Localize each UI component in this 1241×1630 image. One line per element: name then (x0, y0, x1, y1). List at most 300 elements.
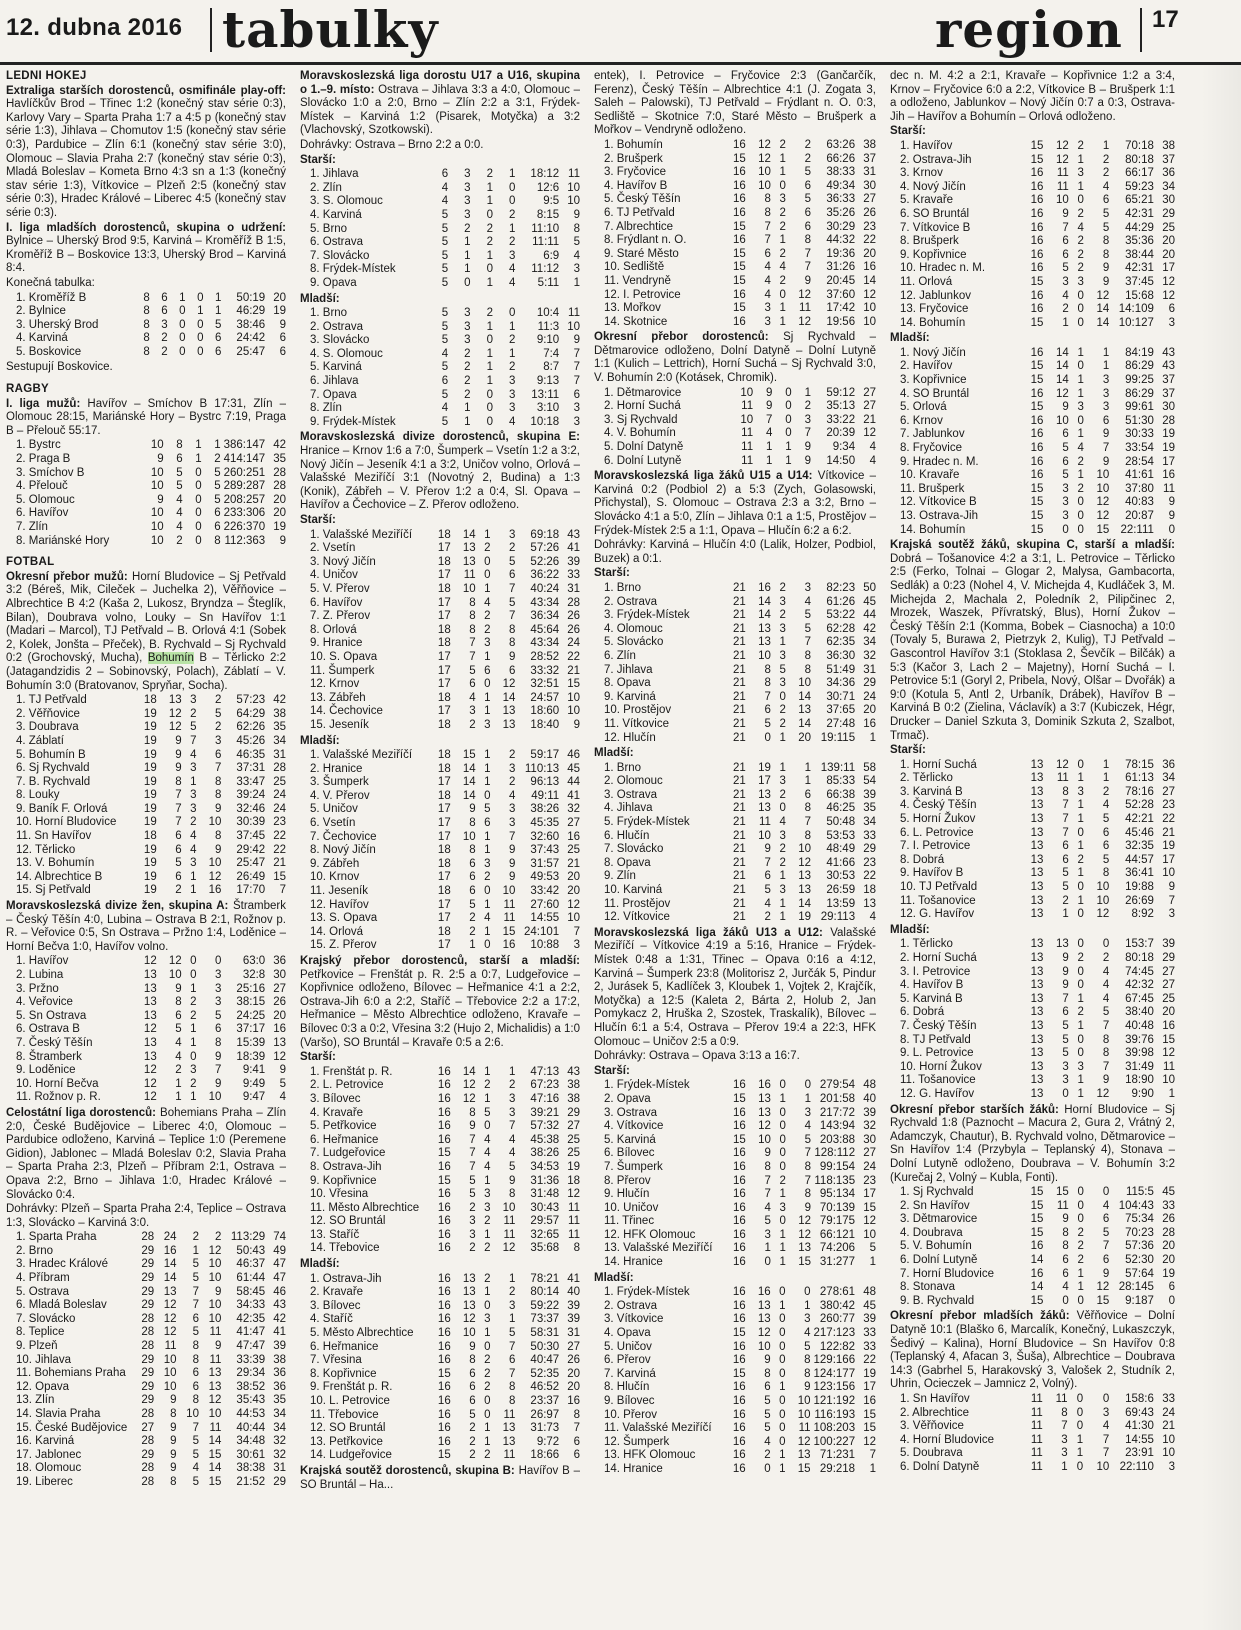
draws: 5 (779, 663, 786, 676)
draws: 2 (1077, 482, 1084, 495)
team-name: 9. Karviná (604, 690, 656, 703)
score: 39:24 (236, 789, 266, 802)
games-played: 28 (141, 1462, 155, 1475)
games-played: 16 (733, 1174, 746, 1187)
draws: 0 (779, 1160, 786, 1173)
games-played: 13 (1030, 799, 1044, 812)
article-divize-zen (6, 900, 286, 954)
games-played: 16 (1030, 167, 1044, 180)
score: 36:41 (1125, 867, 1154, 880)
points: 37 (1162, 374, 1175, 387)
team-name: 7. Karviná (604, 1367, 656, 1380)
team-name: 2. Bylnice (16, 305, 66, 318)
wins: 9 (764, 1147, 771, 1160)
team-name: 15. Z. Přerov (310, 939, 377, 952)
losses: 9 (509, 844, 516, 857)
games-played: 16 (733, 179, 746, 192)
table-row (594, 704, 876, 718)
losses: 1 (197, 305, 204, 318)
wins: 6 (1062, 1267, 1069, 1280)
team-name: 6. Heřmanice (310, 1133, 379, 1146)
score: 50:48 (826, 816, 856, 829)
losses: 11 (209, 1421, 222, 1434)
draws: 5 (190, 721, 197, 734)
losses: 12 (1096, 1087, 1110, 1100)
wins: 1 (464, 236, 471, 249)
points: 26 (567, 1354, 580, 1367)
points: 3 (1168, 1460, 1175, 1473)
draws: 7 (192, 1421, 199, 1434)
score: 67:45 (1125, 992, 1154, 1005)
games-played: 15 (1030, 1213, 1044, 1226)
table-row (594, 1341, 876, 1355)
team-name: 3. Fryčovice (604, 166, 666, 179)
games-played: 28 (141, 1340, 155, 1353)
losses: 5 (804, 1133, 811, 1146)
table-row (890, 1047, 1175, 1061)
article-continued: dec n. M. 4:2 a 2:1, Kravaře – Kopřivnice 1:2 a 3:4, Krnov – Fryčovice 6:0 a 2:2, Vítkovice B – Brušperk 1:1 a odloženo, Jablunkov – Nový Jičín 0:7 a 0:3, Ostrava-Jih – Havířov a Bohumín – Orlová odloženo. (890, 70, 1175, 123)
draws: 3 (779, 677, 786, 690)
games-played: 13 (1030, 965, 1044, 978)
draws: 0 (1077, 826, 1084, 839)
score: 69:18 (530, 528, 560, 541)
losses: 7 (1102, 442, 1110, 455)
subtable-label: Starší: (300, 514, 336, 526)
games-played: 16 (437, 1272, 451, 1285)
wins: 12 (758, 138, 771, 151)
points: 31 (863, 166, 876, 179)
results-text: Havlíčkův Brod – Třinec 1:2 (konečný stav série 0:3), Karlovy Vary – Sparta Praha 1:7 a 4:5 p (konečný stav série 1:3), Jihlava – Chomutov 1:5 (konečný stav série 0:3), Pardubice – Zlín 6:1 (konečný stav série 3:0), Olomouc – Slavia Praha 2:7 (konečný stav série 0:3), Mladá Boleslav – Kometa Brno 4:3 sn a 1:3 (konečný stav série 1:3), Vítkovice – Plzeň 2:5 (konečný stav série 0:3), Hradec Králové – Liberec 4:5 (konečný stav série 0:3). (6, 98, 286, 219)
games-played: 11 (1030, 1393, 1043, 1405)
draws: 2 (1077, 235, 1084, 248)
wins: 3 (764, 302, 771, 315)
table-row (890, 317, 1175, 331)
score: 203:88 (819, 1133, 856, 1146)
wins: 7 (1062, 799, 1069, 812)
draws: 2 (486, 236, 493, 249)
losses: 2 (509, 334, 516, 347)
points: 4 (869, 454, 876, 467)
table-row (890, 347, 1175, 361)
games-played: 8 (143, 345, 150, 358)
wins: 9 (175, 734, 182, 747)
team-name: 3. Smíchov B (16, 466, 85, 479)
table-row (300, 402, 580, 416)
points: 15 (863, 1408, 876, 1421)
score: 8:7 (543, 361, 560, 374)
draws: 2 (484, 1079, 491, 1092)
score: 29:218 (819, 1462, 856, 1475)
score: 386:147 (223, 439, 266, 452)
games-played: 21 (733, 663, 746, 676)
games-played: 10 (150, 480, 164, 493)
losses: 9 (1102, 1267, 1110, 1280)
points: 15 (1162, 1033, 1175, 1046)
table-row (6, 1422, 286, 1436)
games-played: 16 (733, 1201, 746, 1214)
team-name: 2. Ostrava-Jih (900, 153, 972, 166)
team-name: 12. HFK Olomouc (604, 1228, 696, 1241)
wins: 8 (764, 206, 771, 219)
wins: 0 (764, 1462, 771, 1475)
score: 116:193 (814, 1408, 856, 1421)
team-name: 5. Frýdek-Místek (604, 816, 690, 829)
score: 33:47 (236, 775, 266, 788)
losses: 9 (215, 1077, 222, 1090)
losses: 2 (509, 361, 516, 374)
games-played: 16 (1030, 442, 1044, 455)
points: 43 (567, 1065, 580, 1078)
score: 26:69 (1125, 894, 1154, 907)
table-row (300, 1327, 580, 1341)
losses: 15 (1096, 1294, 1110, 1307)
score: 26:59 (826, 884, 856, 897)
losses: 5 (1102, 853, 1110, 866)
score: 46:25 (826, 802, 856, 815)
wins: 5 (176, 466, 183, 479)
wins: 3 (1062, 1060, 1069, 1073)
wins: 0 (764, 1256, 771, 1269)
losses: 14 (798, 717, 811, 730)
wins: 5 (764, 1408, 771, 1421)
subtable-label: Starší: (300, 1051, 336, 1064)
points: 34 (863, 636, 876, 649)
score: 31:49 (1125, 1060, 1154, 1073)
games-played: 19 (143, 734, 157, 747)
score: 26:49 (236, 870, 266, 883)
points: 74 (273, 1231, 286, 1244)
games-played: 27 (141, 1421, 155, 1434)
wins: 9 (175, 982, 182, 995)
losses: 8 (1102, 867, 1110, 880)
score: 18:60 (530, 705, 560, 718)
wins: 13 (163, 1285, 177, 1298)
games-played: 13 (1030, 938, 1044, 951)
games-played: 13 (1030, 853, 1044, 866)
losses: 7 (804, 816, 811, 829)
wins: 2 (464, 347, 471, 360)
team-name: 2. Ostrava (604, 1299, 658, 1312)
team-name: 13. Zlín (16, 1394, 55, 1407)
team-name: 12. Hlučín (604, 731, 656, 744)
score: 29:57 (530, 1215, 560, 1228)
team-name: 2. Opava (604, 1092, 651, 1105)
team-name: 6. Havířov (16, 507, 69, 520)
standings-table (300, 1273, 580, 1463)
losses: 11 (503, 1449, 516, 1462)
points: 17 (1162, 853, 1175, 866)
draws: 0 (195, 480, 202, 493)
losses: 12 (797, 1435, 811, 1448)
table-row (594, 582, 876, 596)
score: 35:13 (826, 400, 856, 413)
score: 59:17 (530, 749, 560, 762)
wins: 6 (1062, 428, 1069, 441)
draws: 4 (484, 912, 491, 925)
points: 28 (1162, 414, 1175, 427)
score: 128:112 (814, 1147, 856, 1160)
article-u13 (594, 927, 876, 1049)
wins: 2 (469, 912, 476, 925)
losses: 6 (509, 1354, 516, 1367)
table-row (6, 1231, 286, 1245)
points: 39 (567, 1313, 580, 1326)
draws: 1 (484, 1065, 491, 1078)
games-played: 15 (733, 152, 746, 165)
team-name: 10. Karviná (604, 884, 663, 897)
games-played: 15 (1030, 374, 1044, 387)
score: 110:13 (524, 762, 560, 775)
draws: 5 (484, 1106, 491, 1119)
team-name: 12. Těrlicko (16, 843, 76, 856)
games-played: 21 (733, 761, 746, 774)
team-name: 6. Sj Rychvald (16, 762, 90, 775)
games-played: 15 (732, 1367, 746, 1380)
team-name: 9. Frýdek-Místek (310, 415, 396, 428)
draws: 0 (484, 939, 491, 952)
losses-ot: 5 (215, 318, 222, 331)
losses: 12 (798, 1215, 811, 1228)
table-row (890, 262, 1175, 276)
table-row (300, 912, 580, 926)
losses: 16 (502, 939, 516, 952)
score: 289:287 (223, 480, 266, 493)
table-row (300, 307, 580, 321)
results-text: Havířov – Smíchov B 17:31, Zlín – Olomouc 28:15, Mariánské Hory – Bystrc 7:19, Praga B – Přelouč 55:17. (6, 397, 286, 437)
team-name: 4. Kravaře (310, 1106, 364, 1119)
points: 58 (863, 761, 876, 774)
games-played: 29 (141, 1299, 155, 1312)
wins: 6 (161, 291, 168, 304)
losses: 1 (804, 775, 811, 788)
team-name: 3. Frýdek-Místek (604, 609, 690, 622)
wins: 3 (469, 705, 476, 718)
team-name: 3. Uherský Brod (16, 318, 99, 331)
draws: 0 (1077, 316, 1084, 329)
wins: 4 (176, 507, 183, 520)
table-row (300, 1286, 580, 1300)
table-row (594, 180, 876, 194)
points: 20 (273, 493, 286, 506)
table-row (890, 496, 1175, 510)
wins: 5 (175, 857, 182, 870)
masthead-divider (210, 8, 212, 52)
games-played: 16 (437, 1395, 451, 1407)
score: 24:57 (530, 691, 560, 704)
score: 414:147 (223, 453, 266, 466)
points: 19 (273, 305, 286, 318)
score: 33:54 (1125, 442, 1154, 455)
wins: 7 (469, 1147, 476, 1160)
games-played: 16 (1030, 194, 1044, 207)
wins: 3 (1062, 1074, 1069, 1087)
team-name: 9. Hranice (310, 637, 363, 650)
draws: 0 (484, 885, 491, 898)
points: 3 (573, 263, 580, 276)
wins: 6 (175, 843, 182, 856)
results-text: Valašské Meziříčí – Vítkovice 4:19 a 5:16, Hranice – Frýdek-Místek 0:48 a 1:31, Třinec – Opava 0:16 a 4:12, Karviná – Šumperk 23:8 (Molitorisz 2, Jurčák 5, Pindur 2, Jurásek 5, Kadlíček 3, Kloubek 1, Vojtek 2, Krajčík, Motyčka) a 12:5 (Kaleta 2, Bárta 2, Holub 2, Jan Pomykacz 2, Hruška 2, Szostek, Traskalík), Bílovec – Hlučín 6:1 a 5:4, Ostrava – Přerov 19:4 a 22:3, HFK Olomouc – Uničov 2:5 a 0:9. (594, 926, 876, 1048)
team-name: 5. Olomouc (16, 493, 75, 506)
draws: 1 (1077, 428, 1084, 441)
points: 3 (1168, 908, 1175, 921)
table-row (594, 1175, 876, 1189)
wins: 15 (462, 749, 476, 762)
team-name: 9. Baník F. Orlová (16, 802, 108, 815)
score: 65:21 (1125, 194, 1154, 207)
team-name: 12. Havířov (310, 898, 369, 911)
losses: 5 (804, 166, 811, 179)
team-name: 18. Olomouc (16, 1462, 82, 1475)
points: 39 (863, 1313, 876, 1326)
table-row (594, 789, 876, 803)
losses: 1 (509, 222, 516, 235)
wins: 1 (464, 249, 471, 262)
score: 40:47 (530, 1354, 560, 1367)
table-row (300, 749, 580, 763)
losses: 9 (1102, 428, 1110, 441)
draws: 2 (779, 788, 786, 801)
points: 10 (567, 181, 580, 194)
points: 9 (1168, 510, 1175, 522)
wins: 17 (758, 775, 771, 788)
score: 57:26 (530, 542, 560, 555)
team-name: 1. Sj Rychvald (900, 1186, 974, 1199)
table-row (300, 858, 580, 872)
wins: 0 (764, 731, 771, 744)
games-played: 16 (733, 1215, 746, 1228)
draws: 5 (192, 1475, 199, 1488)
points: 25 (1162, 992, 1175, 1005)
games-played: 21 (733, 829, 746, 842)
table-row (594, 884, 876, 898)
team-name: 8. Louky (16, 789, 60, 802)
games-played: 16 (732, 1435, 746, 1448)
wins: 0 (1062, 523, 1069, 536)
losses: 8 (804, 1188, 811, 1201)
table-row (300, 209, 580, 223)
losses: 11 (503, 898, 516, 911)
region-title: region (935, 0, 1123, 59)
article-ragby (6, 398, 286, 439)
team-name: 9. Loděnice (16, 1064, 76, 1077)
points: 33 (863, 1340, 876, 1353)
draws: 1 (486, 181, 493, 194)
team-name: 5. Horní Žukov (900, 813, 976, 826)
draws: 6 (192, 1367, 199, 1380)
table-row (6, 830, 286, 844)
score: 79:175 (819, 1215, 856, 1228)
team-name: 4. Příbram (16, 1272, 70, 1285)
table-row (300, 1120, 580, 1134)
points: 29 (567, 1106, 580, 1119)
score: 9:47 (242, 1091, 266, 1104)
games-played: 9 (157, 493, 164, 506)
score: 14:55 (530, 912, 560, 925)
score: 39:21 (530, 1106, 560, 1119)
standings-table (300, 307, 580, 429)
points: 1 (869, 1462, 876, 1475)
table-row (594, 664, 876, 678)
table-row (6, 346, 286, 360)
table-row (300, 1395, 580, 1409)
team-name: 5. Orlová (900, 401, 947, 414)
points: 7 (573, 375, 580, 388)
wins: 3 (464, 208, 471, 221)
team-name: 11. Třinec (604, 1215, 655, 1228)
table-row (300, 1107, 580, 1121)
team-name: 3. Kopřivnice (900, 374, 967, 387)
points: 47 (273, 1272, 286, 1285)
table-row (594, 1229, 876, 1243)
score: 46:37 (236, 1258, 266, 1271)
games-played: 11 (741, 400, 754, 413)
wins: 4 (175, 1050, 182, 1063)
wins: 11 (164, 1340, 177, 1353)
games-played: 4 (441, 181, 449, 194)
wins: 16 (758, 1079, 771, 1092)
games-played: 17 (437, 817, 451, 830)
draws: 0 (1077, 979, 1084, 992)
wins: 1 (765, 454, 773, 467)
score: 29:34 (236, 1367, 266, 1380)
score: 42:35 (236, 1312, 266, 1325)
wins: 7 (469, 1133, 476, 1146)
losses: 13 (502, 1422, 516, 1435)
score: 124:177 (813, 1367, 856, 1380)
losses: 3 (1102, 1406, 1110, 1419)
draws: 0 (1077, 965, 1084, 978)
dohravky-text: Dohrávky: Ostrava – Opava 3:13 a 16:7. (594, 1050, 800, 1063)
table-row (890, 1461, 1175, 1475)
losses: 0 (804, 1079, 811, 1092)
wins: 2 (464, 388, 471, 401)
games-played: 18 (437, 528, 451, 541)
score: 38:26 (530, 1147, 560, 1160)
table-row (890, 840, 1175, 854)
losses: 15 (208, 1448, 222, 1461)
score: 45:46 (1125, 826, 1154, 839)
draws: 0 (779, 1133, 786, 1146)
wins: 8 (1062, 1240, 1069, 1253)
draws: 7 (190, 734, 197, 747)
score: 19:56 (826, 315, 856, 328)
article-okr-starsi (890, 1104, 1175, 1186)
draws: 1 (1077, 374, 1084, 387)
losses: 9 (1102, 275, 1110, 288)
games-played: 16 (732, 1354, 746, 1367)
draws: 2 (779, 609, 786, 622)
score: 6:9 (543, 249, 560, 262)
score: 67:23 (530, 1079, 560, 1092)
score: 29:113 (820, 911, 856, 924)
points: 54 (863, 775, 876, 788)
competition-title: Okresní přebor starších žáků: (890, 1103, 1059, 1116)
table-row (594, 1107, 876, 1121)
draws: 2 (779, 247, 786, 260)
points: 9 (573, 718, 580, 731)
draws: 1 (1077, 992, 1084, 1005)
score: 82:23 (826, 581, 856, 594)
score: 29:42 (236, 843, 266, 856)
points: 30 (273, 969, 286, 981)
table-row (594, 248, 876, 262)
points: 39 (1162, 938, 1175, 951)
draws: 1 (779, 1242, 786, 1255)
points: 19 (863, 1367, 876, 1380)
team-name: 6. Dolní Lutyně (900, 1254, 978, 1267)
table-row (890, 1186, 1175, 1200)
wins: 12 (163, 1299, 177, 1312)
